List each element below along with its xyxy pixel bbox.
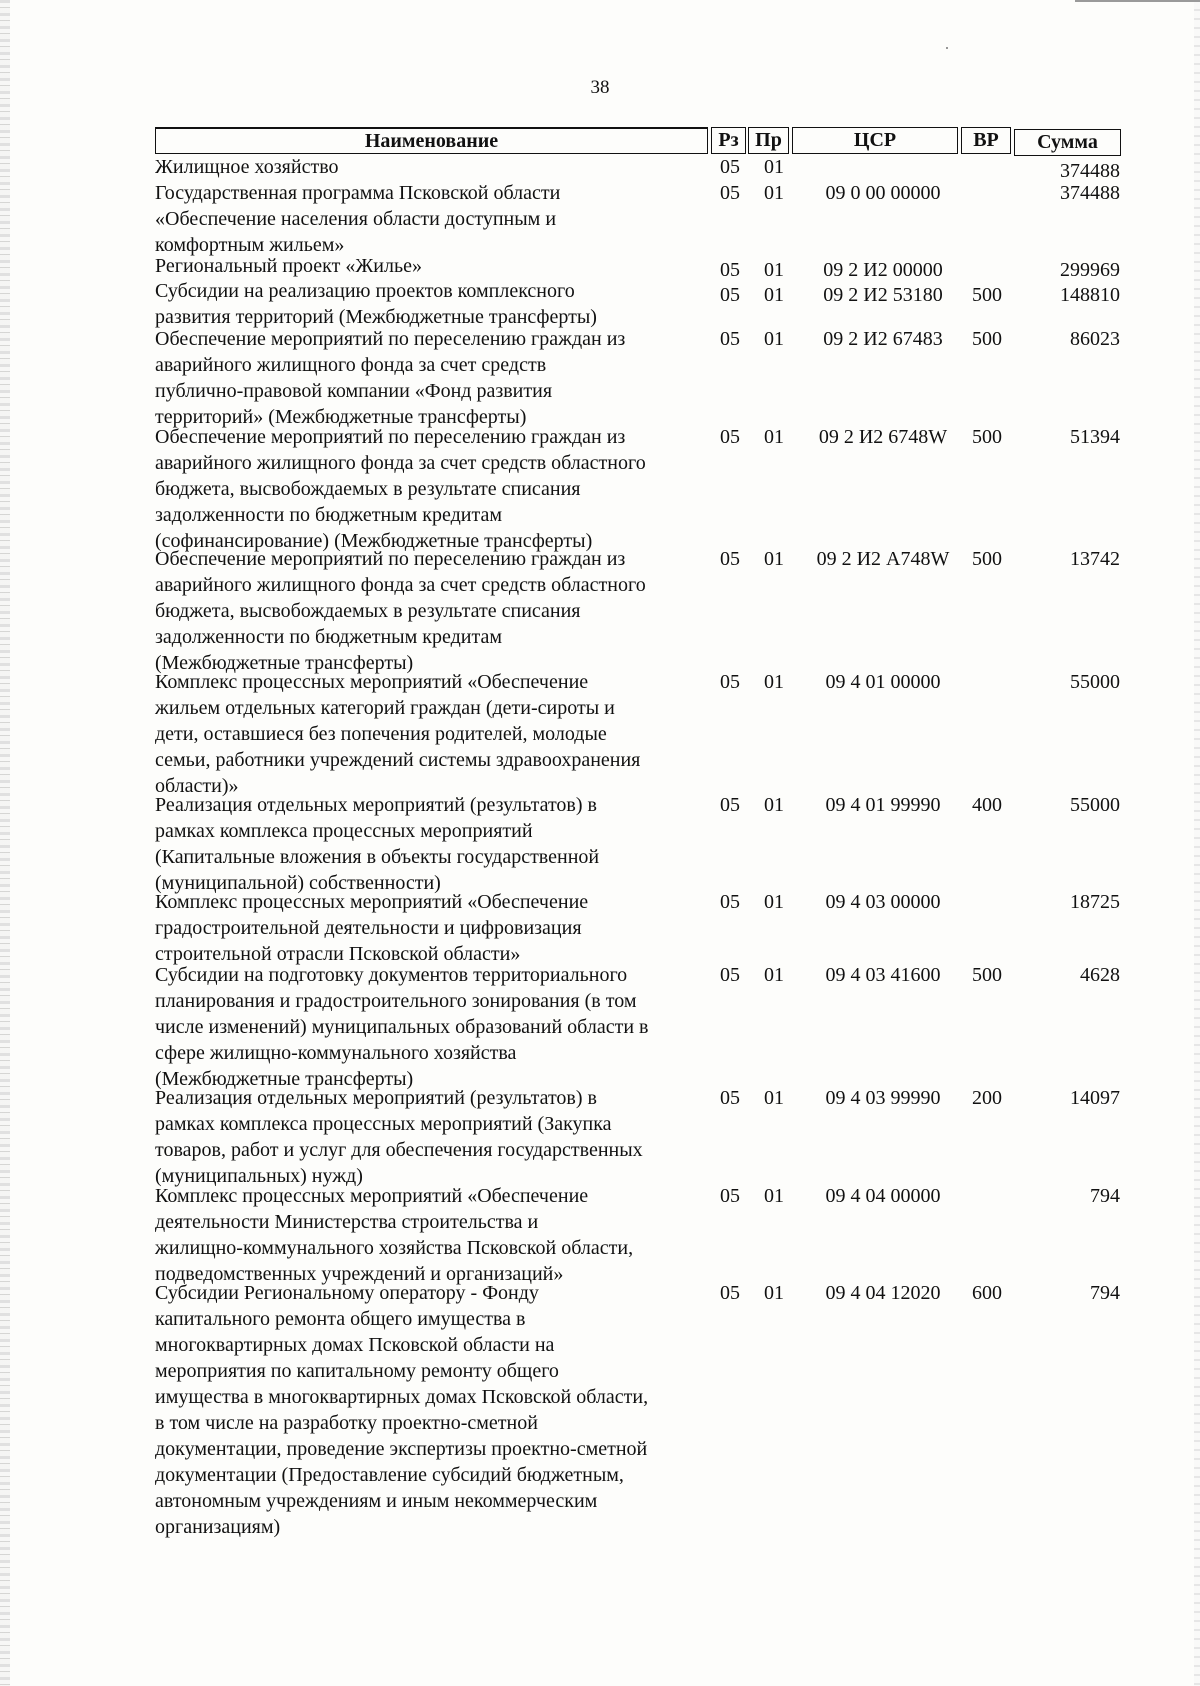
row-rz: 05 (720, 1087, 740, 1109)
row-csr: 09 4 04 00000 (825, 1185, 941, 1207)
row-name-line: в том числе на разработку проектно-сметной (155, 1412, 538, 1434)
row-name-line: семьи, работники учреждений системы здравоохранения (155, 749, 641, 771)
row-name (155, 253, 715, 279)
row-sum: 14097 (1070, 1087, 1120, 1109)
row-name-line: организациям) (155, 1516, 281, 1538)
row-pr: 01 (764, 964, 784, 986)
row-rz: 05 (720, 259, 740, 281)
row-sum: 51394 (1070, 426, 1120, 448)
row-rz: 05 (720, 671, 740, 693)
row-name-line: (муниципальной) собственности) (155, 872, 441, 894)
row-rz: 05 (720, 156, 740, 178)
row-csr: 09 4 01 99990 (825, 794, 941, 816)
row-name (155, 424, 715, 554)
row-name-line: строительной отрасли Псковской области» (155, 943, 521, 965)
row-name-line: (софинансирование) (Межбюджетные трансферты) (155, 530, 593, 552)
row-name-line: Жилищное хозяйство (155, 156, 339, 178)
row-csr: 09 4 03 00000 (825, 891, 941, 913)
row-name-line: Региональный проект «Жилье» (155, 255, 422, 277)
row-pr: 01 (764, 182, 784, 204)
row-name-line: бюджета, высвобождаемых в результате списания (155, 600, 581, 622)
row-name-line: капитального ремонта общего имущества в (155, 1308, 526, 1330)
row-name (155, 1183, 715, 1287)
row-sum: 148810 (1060, 284, 1120, 306)
row-sum: 374488 (1060, 160, 1120, 182)
row-name-line: аварийного жилищного фонда за счет средств областного (155, 574, 646, 596)
row-pr: 01 (764, 1185, 784, 1207)
row-name (155, 154, 715, 180)
table-header (155, 127, 1121, 156)
row-name-line: дети, оставшиеся без попечения родителей, молодые (155, 723, 607, 745)
row-name (155, 669, 715, 799)
row-name-line: Субсидии на реализацию проектов комплексного (155, 280, 575, 302)
row-rz: 05 (720, 426, 740, 448)
header-pr: Пр (748, 127, 789, 154)
row-name-line: жильем отдельных категорий граждан (дети-сироты и (155, 697, 615, 719)
row-name-line: документации, проведение экспертизы проектно-сметной (155, 1438, 648, 1460)
row-name (155, 792, 715, 896)
row-vr: 500 (972, 328, 1002, 350)
row-name-line: деятельности Министерства строительства и (155, 1211, 539, 1233)
row-pr: 01 (764, 1087, 784, 1109)
row-sum: 299969 (1060, 259, 1120, 281)
row-vr: 400 (972, 794, 1002, 816)
row-pr: 01 (764, 328, 784, 350)
header-rz: Рз (711, 127, 746, 154)
row-name-line: «Обеспечение населения области доступным и (155, 208, 557, 230)
row-csr: 09 2 И2 67483 (823, 328, 943, 350)
row-name-line: (Капитальные вложения в объекты государственной (155, 846, 600, 868)
row-csr: 09 0 00 00000 (825, 182, 941, 204)
row-name (155, 326, 715, 430)
row-csr: 09 2 И2 А748W (816, 548, 950, 570)
row-name-line: бюджета, высвобождаемых в результате списания (155, 478, 581, 500)
row-name-line: мероприятия по капитальному ремонту общего (155, 1360, 559, 1382)
row-rz: 05 (720, 284, 740, 306)
row-sum: 13742 (1070, 548, 1120, 570)
row-name-line: рамках комплекса процессных мероприятий (Закупка (155, 1113, 612, 1135)
row-vr: 500 (972, 426, 1002, 448)
row-name (155, 546, 715, 676)
row-csr: 09 2 И2 00000 (823, 259, 943, 281)
row-pr: 01 (764, 426, 784, 448)
row-name (155, 180, 715, 258)
row-sum: 794 (1090, 1282, 1120, 1304)
row-name (155, 278, 715, 330)
row-sum: 374488 (1060, 182, 1120, 204)
row-name-line: имущества в многоквартирных домах Псковской области, (155, 1386, 649, 1408)
row-name-line: Обеспечение мероприятий по переселению граждан из (155, 426, 626, 448)
row-pr: 01 (764, 259, 784, 281)
row-name-line: территорий» (Межбюджетные трансферты) (155, 406, 527, 428)
row-name-line: Комплекс процессных мероприятий «Обеспечение (155, 891, 589, 913)
row-name-line: Обеспечение мероприятий по переселению граждан из (155, 548, 626, 570)
row-name-line: области)» (155, 775, 239, 797)
row-name-line: рамках комплекса процессных мероприятий (155, 820, 533, 842)
row-csr: 09 4 01 00000 (825, 671, 941, 693)
row-name-line: Субсидии Региональному оператору - Фонду (155, 1282, 539, 1304)
row-sum: 55000 (1070, 794, 1120, 816)
row-name-line: аварийного жилищного фонда за счет средств областного (155, 452, 646, 474)
row-rz: 05 (720, 964, 740, 986)
row-rz: 05 (720, 891, 740, 913)
header-name: Наименование (155, 127, 708, 154)
row-name-line: комфортным жильем» (155, 234, 345, 256)
row-sum: 4628 (1080, 964, 1120, 986)
row-name (155, 889, 715, 967)
row-name-line: (Межбюджетные трансферты) (155, 1068, 414, 1090)
row-pr: 01 (764, 156, 784, 178)
row-vr: 500 (972, 284, 1002, 306)
row-vr: 500 (972, 964, 1002, 986)
header-vr: ВР (961, 127, 1011, 154)
row-name-line: развития территорий (Межбюджетные трансферты) (155, 306, 597, 328)
row-name-line: документации (Предоставление субсидий бюджетным, (155, 1464, 624, 1486)
row-vr: 500 (972, 548, 1002, 570)
row-rz: 05 (720, 548, 740, 570)
row-sum: 55000 (1070, 671, 1120, 693)
row-pr: 01 (764, 1282, 784, 1304)
row-rz: 05 (720, 794, 740, 816)
header-sum: Сумма (1014, 129, 1121, 156)
row-rz: 05 (720, 328, 740, 350)
row-name-line: товаров, работ и услуг для обеспечения государственных (155, 1139, 643, 1161)
row-pr: 01 (764, 671, 784, 693)
row-name-line: Обеспечение мероприятий по переселению граждан из (155, 328, 626, 350)
scan-edge-right (1194, 0, 1200, 1686)
row-pr: 01 (764, 284, 784, 306)
row-csr: 09 4 03 41600 (825, 964, 941, 986)
row-name-line: многоквартирных домах Псковской области на (155, 1334, 555, 1356)
row-name-line: жилищно-коммунального хозяйства Псковской области, (155, 1237, 634, 1259)
row-name-line: автономным учреждениям и иным некоммерческим (155, 1490, 598, 1512)
row-rz: 05 (720, 1185, 740, 1207)
row-csr: 09 2 И2 53180 (823, 284, 943, 306)
row-name-line: Государственная программа Псковской области (155, 182, 561, 204)
row-name (155, 1280, 715, 1540)
row-name-line: градостроительной деятельности и цифровизация (155, 917, 582, 939)
row-name-line: Реализация отдельных мероприятий (результатов) в (155, 794, 597, 816)
row-pr: 01 (764, 891, 784, 913)
row-name-line: сфере жилищно-коммунального хозяйства (155, 1042, 517, 1064)
row-name-line: задолженности по бюджетным кредитам (155, 626, 503, 648)
row-vr: 200 (972, 1087, 1002, 1109)
scan-top-rule (1075, 0, 1200, 2)
row-rz: 05 (720, 182, 740, 204)
row-name-line: аварийного жилищного фонда за счет средств (155, 354, 547, 376)
header-csr: ЦСР (792, 127, 958, 154)
row-csr: 09 4 04 12020 (825, 1282, 941, 1304)
row-name (155, 962, 715, 1092)
scan-edge-left (0, 0, 10, 1686)
row-name-line: подведомственных учреждений и организаций» (155, 1263, 564, 1285)
row-sum: 794 (1090, 1185, 1120, 1207)
row-name-line: (муниципальных) нужд) (155, 1165, 363, 1187)
scan-speck (946, 47, 948, 49)
row-name-line: Комплекс процессных мероприятий «Обеспечение (155, 671, 589, 693)
row-vr: 600 (972, 1282, 1002, 1304)
row-csr: 09 4 03 99990 (825, 1087, 941, 1109)
row-sum: 86023 (1070, 328, 1120, 350)
row-name-line: задолженности по бюджетным кредитам (155, 504, 503, 526)
row-rz: 05 (720, 1282, 740, 1304)
row-name-line: Субсидии на подготовку документов территориального (155, 964, 628, 986)
row-name-line: Реализация отдельных мероприятий (результатов) в (155, 1087, 597, 1109)
row-pr: 01 (764, 548, 784, 570)
row-csr: 09 2 И2 6748W (818, 426, 948, 448)
row-sum: 18725 (1070, 891, 1120, 913)
row-pr: 01 (764, 794, 784, 816)
row-name-line: планирования и градостроительного зонирования (в том (155, 990, 637, 1012)
row-name-line: публично-правовой компании «Фонд развития (155, 380, 553, 402)
row-name-line: Комплекс процессных мероприятий «Обеспечение (155, 1185, 589, 1207)
page-number: 38 (590, 77, 610, 98)
row-name-line: (Межбюджетные трансферты) (155, 652, 414, 674)
row-name-line: числе изменений) муниципальных образований области в (155, 1016, 649, 1038)
row-name (155, 1085, 715, 1189)
